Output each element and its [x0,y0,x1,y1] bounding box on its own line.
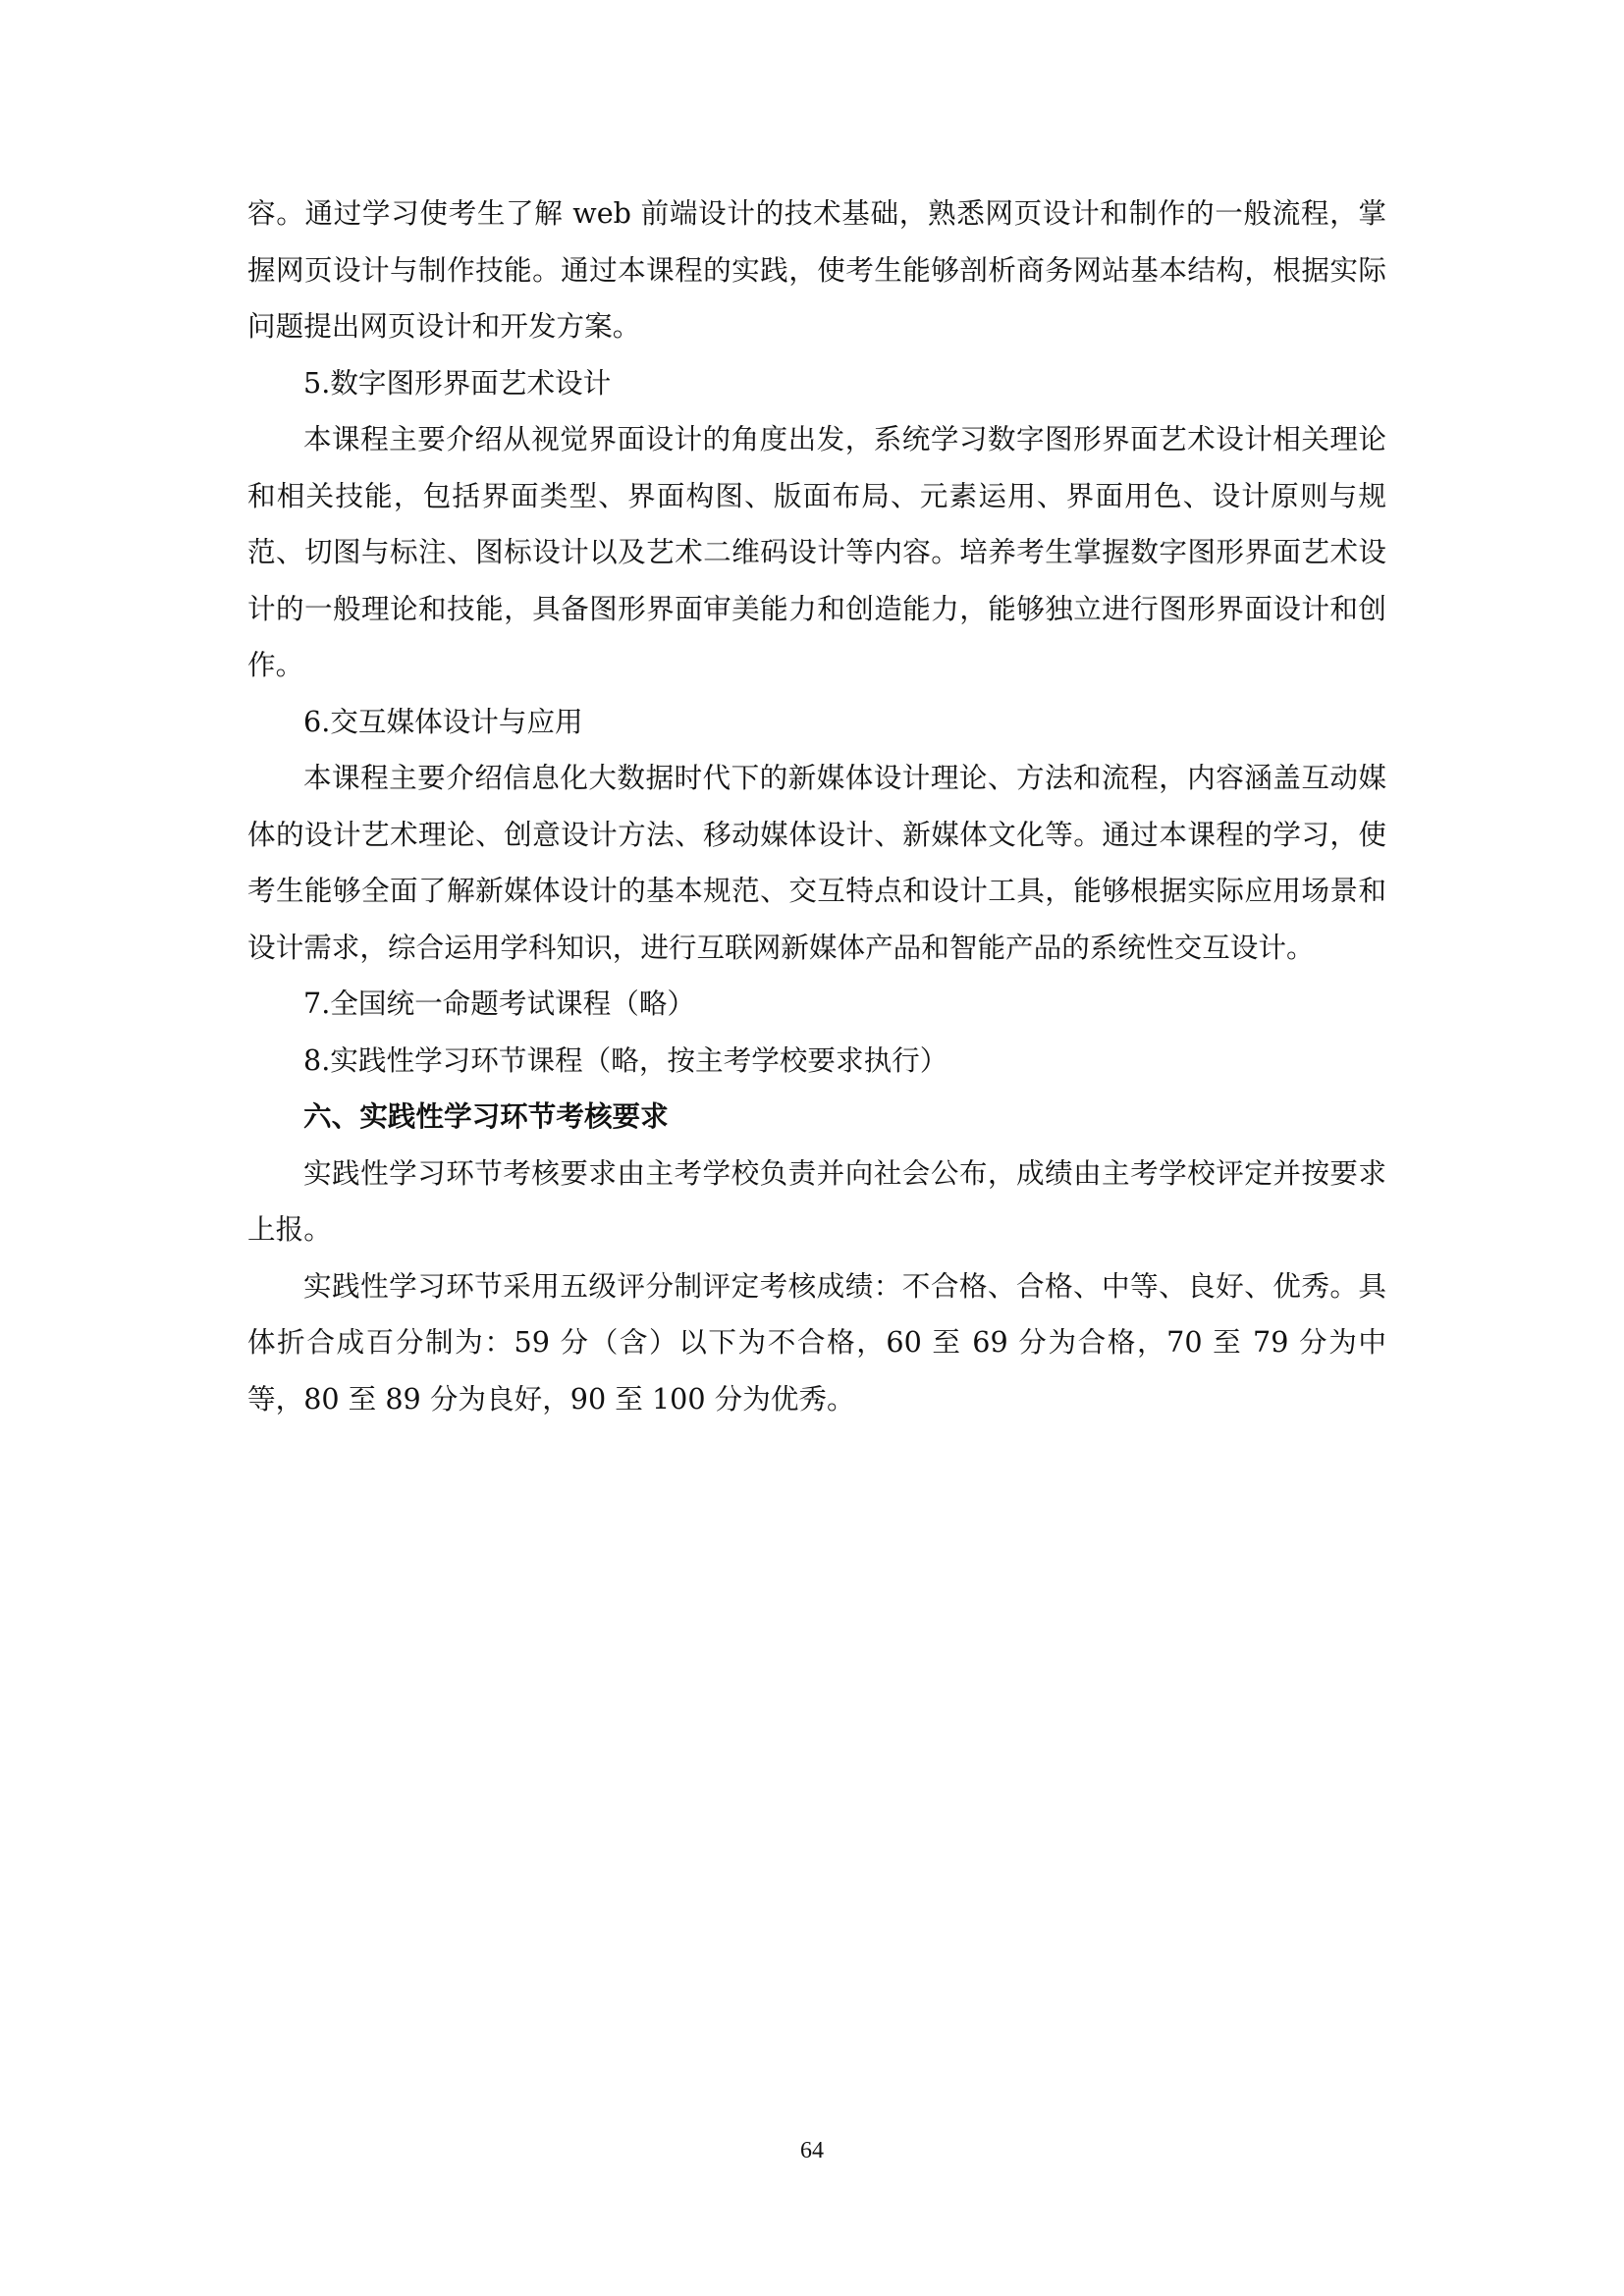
paragraph-grading-scale: 实践性学习环节采用五级评分制评定考核成绩：不合格、合格、中等、良好、优秀。具体折合成百分制为：59 分（含）以下为不合格，60 至 69 分为合格，70 至 79 分为中等，80 至 89 分为良好，90 至 100 分为优秀。 [247,1268,1386,1415]
page-body [247,186,1386,1427]
paragraph-assessment-requirements: 实践性学习环节考核要求由主考学校负责并向社会公布，成绩由主考学校评定并按要求上报。 [247,1155,1386,1246]
section-heading-practical-assessment: 六、实践性学习环节考核要求 [303,1099,669,1133]
course-heading-national-exam: 7.全国统一命题考试课程（略） [303,987,696,1020]
paragraph-web-design-continuation: 容。通过学习使考生了解 web 前端设计的技术基础，熟悉网页设计和制作的一般流程，掌握网页设计与制作技能。通过本课程的实践，使考生能够剖析商务网站基本结构，根据实际问题提出网页设计和开发方案。 [247,196,1386,343]
paragraph-interactive-media: 本课程主要介绍信息化大数据时代下的新媒体设计理论、方法和流程，内容涵盖互动媒体的设计艺术理论、创意设计方法、移动媒体设计、新媒体文化等。通过本课程的学习，使考生能够全面了解新媒体设计的基本规范、交互特点和设计工具，能够根据实际应用场景和设计需求，综合运用学科知识，进行互联网新媒体产品和智能产品的系统性交互设计。 [247,761,1386,964]
paragraph-digital-gui-design: 本课程主要介绍从视觉界面设计的角度出发，系统学习数字图形界面艺术设计相关理论和相关技能，包括界面类型、界面构图、版面布局、元素运用、界面用色、设计原则与规范、切图与标注、图标设计以及艺术二维码设计等内容。培养考生掌握数字图形界面艺术设计的一般理论和技能，具备图形界面审美能力和创造能力，能够独立进行图形界面设计和创作。 [247,422,1386,681]
course-heading-practical-courses: 8.实践性学习环节课程（略，按主考学校要求执行） [303,1042,948,1077]
course-heading-interactive-media: 6.交互媒体设计与应用 [303,704,583,738]
course-heading-digital-gui-design: 5.数字图形界面艺术设计 [303,365,612,400]
page-number: 64 [800,2138,824,2163]
